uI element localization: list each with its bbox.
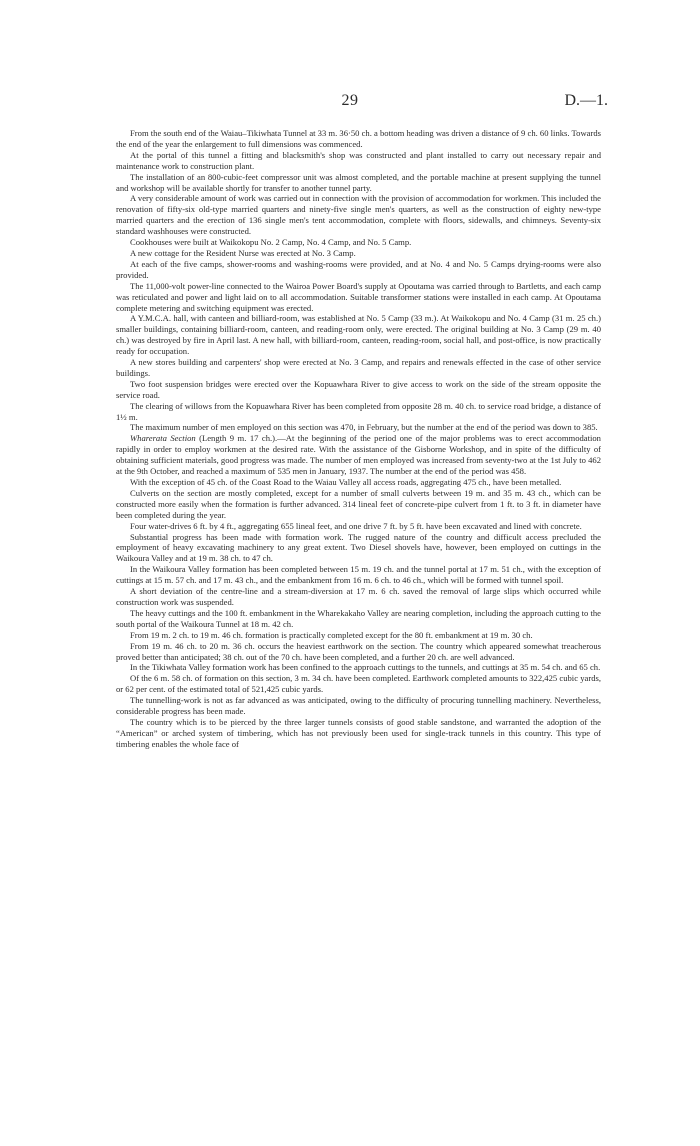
paragraph: Four water-drives 6 ft. by 4 ft., aggregating 655 lineal feet, and one drive 7 ft. by 5 ft. have been excavated and lined with concrete.: [130, 520, 582, 531]
paragraph: The clearing of willows from the Kopuawhara River has been completed from opposite 28 m. 40 ch. to service road bridge, a distance of 1½ m.: [116, 400, 601, 422]
paragraph: From the south end of the Waiau–Tikiwhata Tunnel at 33 m. 36·50 ch. a bottom heading was driven a distance of 9 ch. 60 links. Towards the end of the year the enlargement to full dimensions was commenced.: [116, 128, 601, 149]
paragraph: At the portal of this tunnel a fitting and blacksmith's shop was constructed and plant installed to carry out necessary repair and maintenance work to construction plant.: [116, 149, 601, 171]
paragraph: The country which is to be pierced by the three larger tunnels consists of good stable sandstone, and warranted the adoption of the “American” or arched system of timbering, which has not previously been used for single-track tunnels in this country. This type of timbering enables the whole face of: [116, 716, 601, 749]
paragraph: A short deviation of the centre-line and a stream-diversion at 17 m. 6 ch. saved the removal of large slips which occurred while construction work was suspended.: [116, 586, 601, 607]
paragraph: From 19 m. 46 ch. to 20 m. 36 ch. occurs the heaviest earthwork on the section. The country which appeared somewhat treacherous proved better than anticipated; 38 ch. out of the 70 ch. have been completed, and a further 20 ch. are well advanced.: [116, 640, 601, 662]
paragraph: A new cottage for the Resident Nurse was erected at No. 3 Camp.: [130, 247, 356, 258]
paragraph: A very considerable amount of work was carried out in connection with the provision of accommodation for workmen. This included the renovation of fifty-six old-type married quarters and ninety-five single men's quarters, as well as the construction of eighty new-type married quarters and the erection of 136 single men's tent accommodation, complete with floors, sidewalls, and chimneys. Seventy-six standard washhouses were constructed.: [116, 193, 601, 237]
paragraph: Culverts on the section are mostly completed, except for a number of small culverts between 19 m. and 35 m. 43 ch., which can be constructed more easily when the formation is further advanced. 314 lineal feet of concrete-pipe culvert from 1 ft. to 3 ft. in diameter have been completed during the year.: [116, 487, 601, 520]
paragraph: The heavy cuttings and the 100 ft. embankment in the Wharekakaho Valley are nearing completion, including the approach cutting to the south portal of the Waikoura Tunnel at 18 m. 42 ch.: [116, 607, 601, 629]
paragraph: With the exception of 45 ch. of the Coast Road to the Waiau Valley all access roads, aggregating 475 ch., have been metalled.: [130, 477, 562, 487]
paragraph: From 19 m. 2 ch. to 19 m. 46 ch. formation is practically completed except for the 80 ft. embankment at 19 m. 30 ch.: [130, 629, 533, 640]
paragraph: A Y.M.C.A. hall, with canteen and billiard-room, was established at No. 5 Camp (33 m.). At Waikokopu and No. 4 Camp (31 m. 25 ch.) smaller buildings, containing billiard-room, canteen, and reading-room only, were erected. The original building at No. 3 Camp (29 m. 40 ch.) was destroyed by fire in April last. A new hall, with billiard-room, canteen, reading-room, social hall, and post-office, is now practically ready for occupation.: [116, 313, 601, 357]
document-reference: D.—1.: [564, 92, 608, 109]
paragraph: In the Tikiwhata Valley formation work has been confined to the approach cuttings to the tunnels, and cuttings at 35 m. 54 ch. and 65 ch.: [130, 662, 601, 673]
paragraph: Substantial progress has been made with formation work. The rugged nature of the country and difficult access precluded the employment of heavy excavating machinery to any great extent. Two Diesel shovels have, however, been employed on cuttings in the Waikoura Valley and at 19 m. 38 ch. to 47 ch.: [116, 531, 601, 564]
section-paragraph: [116, 433, 601, 477]
paragraph: Two foot suspension bridges were erected over the Kopuawhara River to give access to work on the side of the stream opposite the service road.: [116, 378, 601, 400]
page-number: 29: [341, 92, 359, 109]
section-intro: (Length 9 m. 17 ch.).—At the beginning of the period one of the major problems was to erect accommodation rapidly in order to employ workmen at the desired rate. With the assistance of the Gisborne Workshop, and in spite of the difficulty of obtaining sufficient materials, good progress was made. The number of men employed was increased from seventy-two at the 1st July to 462 at the 9th October, and reached a maximum of 535 men in January, 1937. The number at the end of the period was 458.: [116, 433, 601, 477]
paragraph: Of the 6 m. 58 ch. of formation on this section, 3 m. 34 ch. have been completed. Earthwork completed amounts to 322,425 cubic yards, or 62 per cent. of the estimated total of 521,425 cubic yards.: [116, 673, 601, 695]
paragraph: The tunnelling-work is not as far advanced as was anticipated, owing to the difficulty of procuring tunnelling machinery. Nevertheless, considerable progress has been made.: [116, 695, 601, 717]
paragraph: The 11,000-volt power-line connected to the Wairoa Power Board's supply at Opoutama was carried through to Bartletts, and each camp was reticulated and power and light laid on to all accommodation. Suitable transformer stations were installed in each camp. At Opoutama complete metering and switching equipment was erected.: [116, 280, 601, 313]
paragraph: The maximum number of men employed on this section was 470, in February, but the number at the end of the period was down to 385.: [130, 422, 598, 433]
paragraph: In the Waikoura Valley formation has been completed between 15 m. 19 ch. and the tunnel portal at 17 m. 51 ch., with the exception of cuttings at 15 m. 57 ch. and 17 m. 43 ch., and the embankment from 16 m. 6 ch. to 46 ch., which will be formed with tunnel spoil.: [116, 564, 601, 586]
paragraph: A new stores building and carpenters' shop were erected at No. 3 Camp, and repairs and renewals effected in the case of other service buildings.: [116, 357, 601, 378]
paragraph: At each of the five camps, shower-rooms and washing-rooms were provided, and at No. 4 and No. 5 Camps drying-rooms were also provided.: [116, 258, 601, 280]
paragraph: Cookhouses were built at Waikokopu No. 2 Camp, No. 4 Camp, and No. 5 Camp.: [130, 237, 412, 248]
paragraph: The installation of an 800-cubic-feet compressor unit was almost completed, and the portable machine at present supplying the tunnel and workshop will be available shortly for transfer to another tunnel party.: [116, 171, 601, 193]
body-text: [116, 128, 601, 750]
section-heading: Wharerata Section: [130, 433, 196, 444]
